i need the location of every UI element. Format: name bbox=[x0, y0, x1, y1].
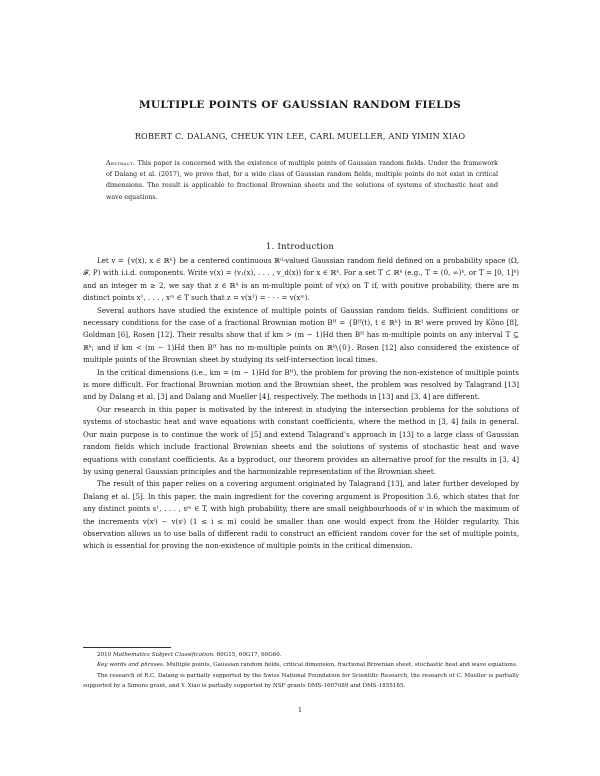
keywords-footnote bbox=[83, 660, 519, 670]
keywords-text: Multiple points, Gaussian random fields, critical dimension, fractional Brownian sheet, stochastic heat and wave equations. bbox=[164, 662, 518, 669]
footnote-rule bbox=[83, 647, 171, 648]
paragraph: In the critical dimensions (i.e., km = (m − 1)Hd for Bᴴ), the problem for proving the non-existence of multiple points is more difficult. For fractional Brownian motion and the Brownian sheet, the problem was resolved by Talagrand [13] and by Dalang et al. [3] and Dalang and Mueller [4], respectively. The methods in [13] and [3, 4] are different. bbox=[83, 367, 519, 402]
page-number: 1 bbox=[297, 707, 302, 714]
msc-label: Mathematics Subject Classification. bbox=[113, 652, 215, 658]
msc-codes: 60G15, 60G17, 60G60. bbox=[214, 652, 282, 658]
funding-footnote: The research of R.C. Dalang is partially supported by the Swiss National Foundation for Scientific Research, the research of C. Mueller is partially supported by a Simons grant, and Y. Xiao is partially supported by NSF grants DMS-1607089 and DMS-1855185. bbox=[83, 672, 519, 689]
msc-prefix: 2010 bbox=[97, 652, 114, 658]
abstract bbox=[106, 158, 498, 203]
author-list: ROBERT C. DALANG, CHEUK YIN LEE, CARL MUELLER, AND YIMIN XIAO bbox=[134, 131, 466, 141]
msc-footnote bbox=[83, 650, 519, 660]
introduction-body bbox=[83, 255, 519, 553]
paragraph: Let v = {v(x), x ∈ ℝᵏ} be a centered continuous ℝᵈ-valued Gaussian random field defined on a probability space (Ω, 𝓕, P) with i.i.d. components. Write v(x) = (v₁(x), . . . , v_d(x)) for x ∈ ℝᵏ. For a set T ⊂ ℝᵏ (e.g., T = (0, ∞)ᵏ, or T = [0, 1]ᵏ) and an integer m ≥ 2, we say that z ∈ ℝᵈ is an m-multiple point of v(x) on T if, with positive probability, there are m distinct points x¹, . . . , xᵐ ∈ T such that z = v(x¹) = · · · = v(xᵐ). bbox=[83, 256, 519, 303]
paper-title: MULTIPLE POINTS OF GAUSSIAN RANDOM FIELDS bbox=[138, 99, 462, 111]
keywords-label: Key words and phrases. bbox=[97, 662, 165, 669]
paragraph: The result of this paper relies on a covering argument originated by Talagrand [13], and later further developed by Dalang et al. [5]. In this paper, the main ingredient for the covering argument is Proposition 3.6, which states that for any distinct points s¹, . . . , sᵐ ∈ T, with high probability, there are small neighbourhoods of sⁱ in which the maximum of the increments v(xⁱ) − v(sⁱ) (1 ≤ i ≤ m) could be smaller than one would expect from the Hölder regularity. This observation allows us to use balls of different radii to construct an efficient random cover for the set of multiple points, which is essential for proving the non-existence of multiple points in the critical dimension. bbox=[83, 479, 519, 551]
abstract-label: Abstract. bbox=[106, 160, 136, 167]
abstract-text: This paper is concerned with the existence of multiple points of Gaussian random fields. Under the framework of Dalang et al. (2017), we prove that, for a wide class of Gaussian random fields, multiple points do not exist in critical dimensions. The result is applicable to fractional Brownian sheets and the solutions of systems of stochastic heat and wave equations. bbox=[106, 160, 498, 201]
section-heading: 1. Introduction bbox=[265, 242, 335, 252]
paragraph: Several authors have studied the existence of multiple points of Gaussian random fields. Sufficient conditions or necessary conditions for the case of a fractional Brownian motion Bᴴ = {Bᴴ(t), t ∈ ℝᵏ} in ℝᵈ were proved by Kôno [8], Goldman [6], Rosen [12]. Their results show that if km > (m − 1)Hd then Bᴴ has m-multiple points on any interval T ⊆ ℝᵏ; and if km < (m − 1)Hd then Bᴴ has no m-multiple points on ℝᵏ\{0}. Rosen [12] also considered the existence of multiple points of the Brownian sheet by studying its self-intersection local times. bbox=[83, 305, 519, 365]
footnotes bbox=[83, 650, 519, 691]
paragraph: Our research in this paper is motivated by the interest in studying the intersection problems for the solutions of systems of stochastic heat and wave equations with constant coefficients, where the method in [3, 4] fails in general. Our main purpose is to continue the work of [5] and extend Talagrand’s approach in [13] to a large class of Gaussian random fields which include fractional Brownian sheets and the solutions of systems of stochastic heat and wave equations with constant coefficients. As a byproduct, our theorem provides an alternative proof for the results in [3, 4] by using general Gaussian principles and the harmonizable representation of the Brownian sheet. bbox=[83, 404, 519, 476]
